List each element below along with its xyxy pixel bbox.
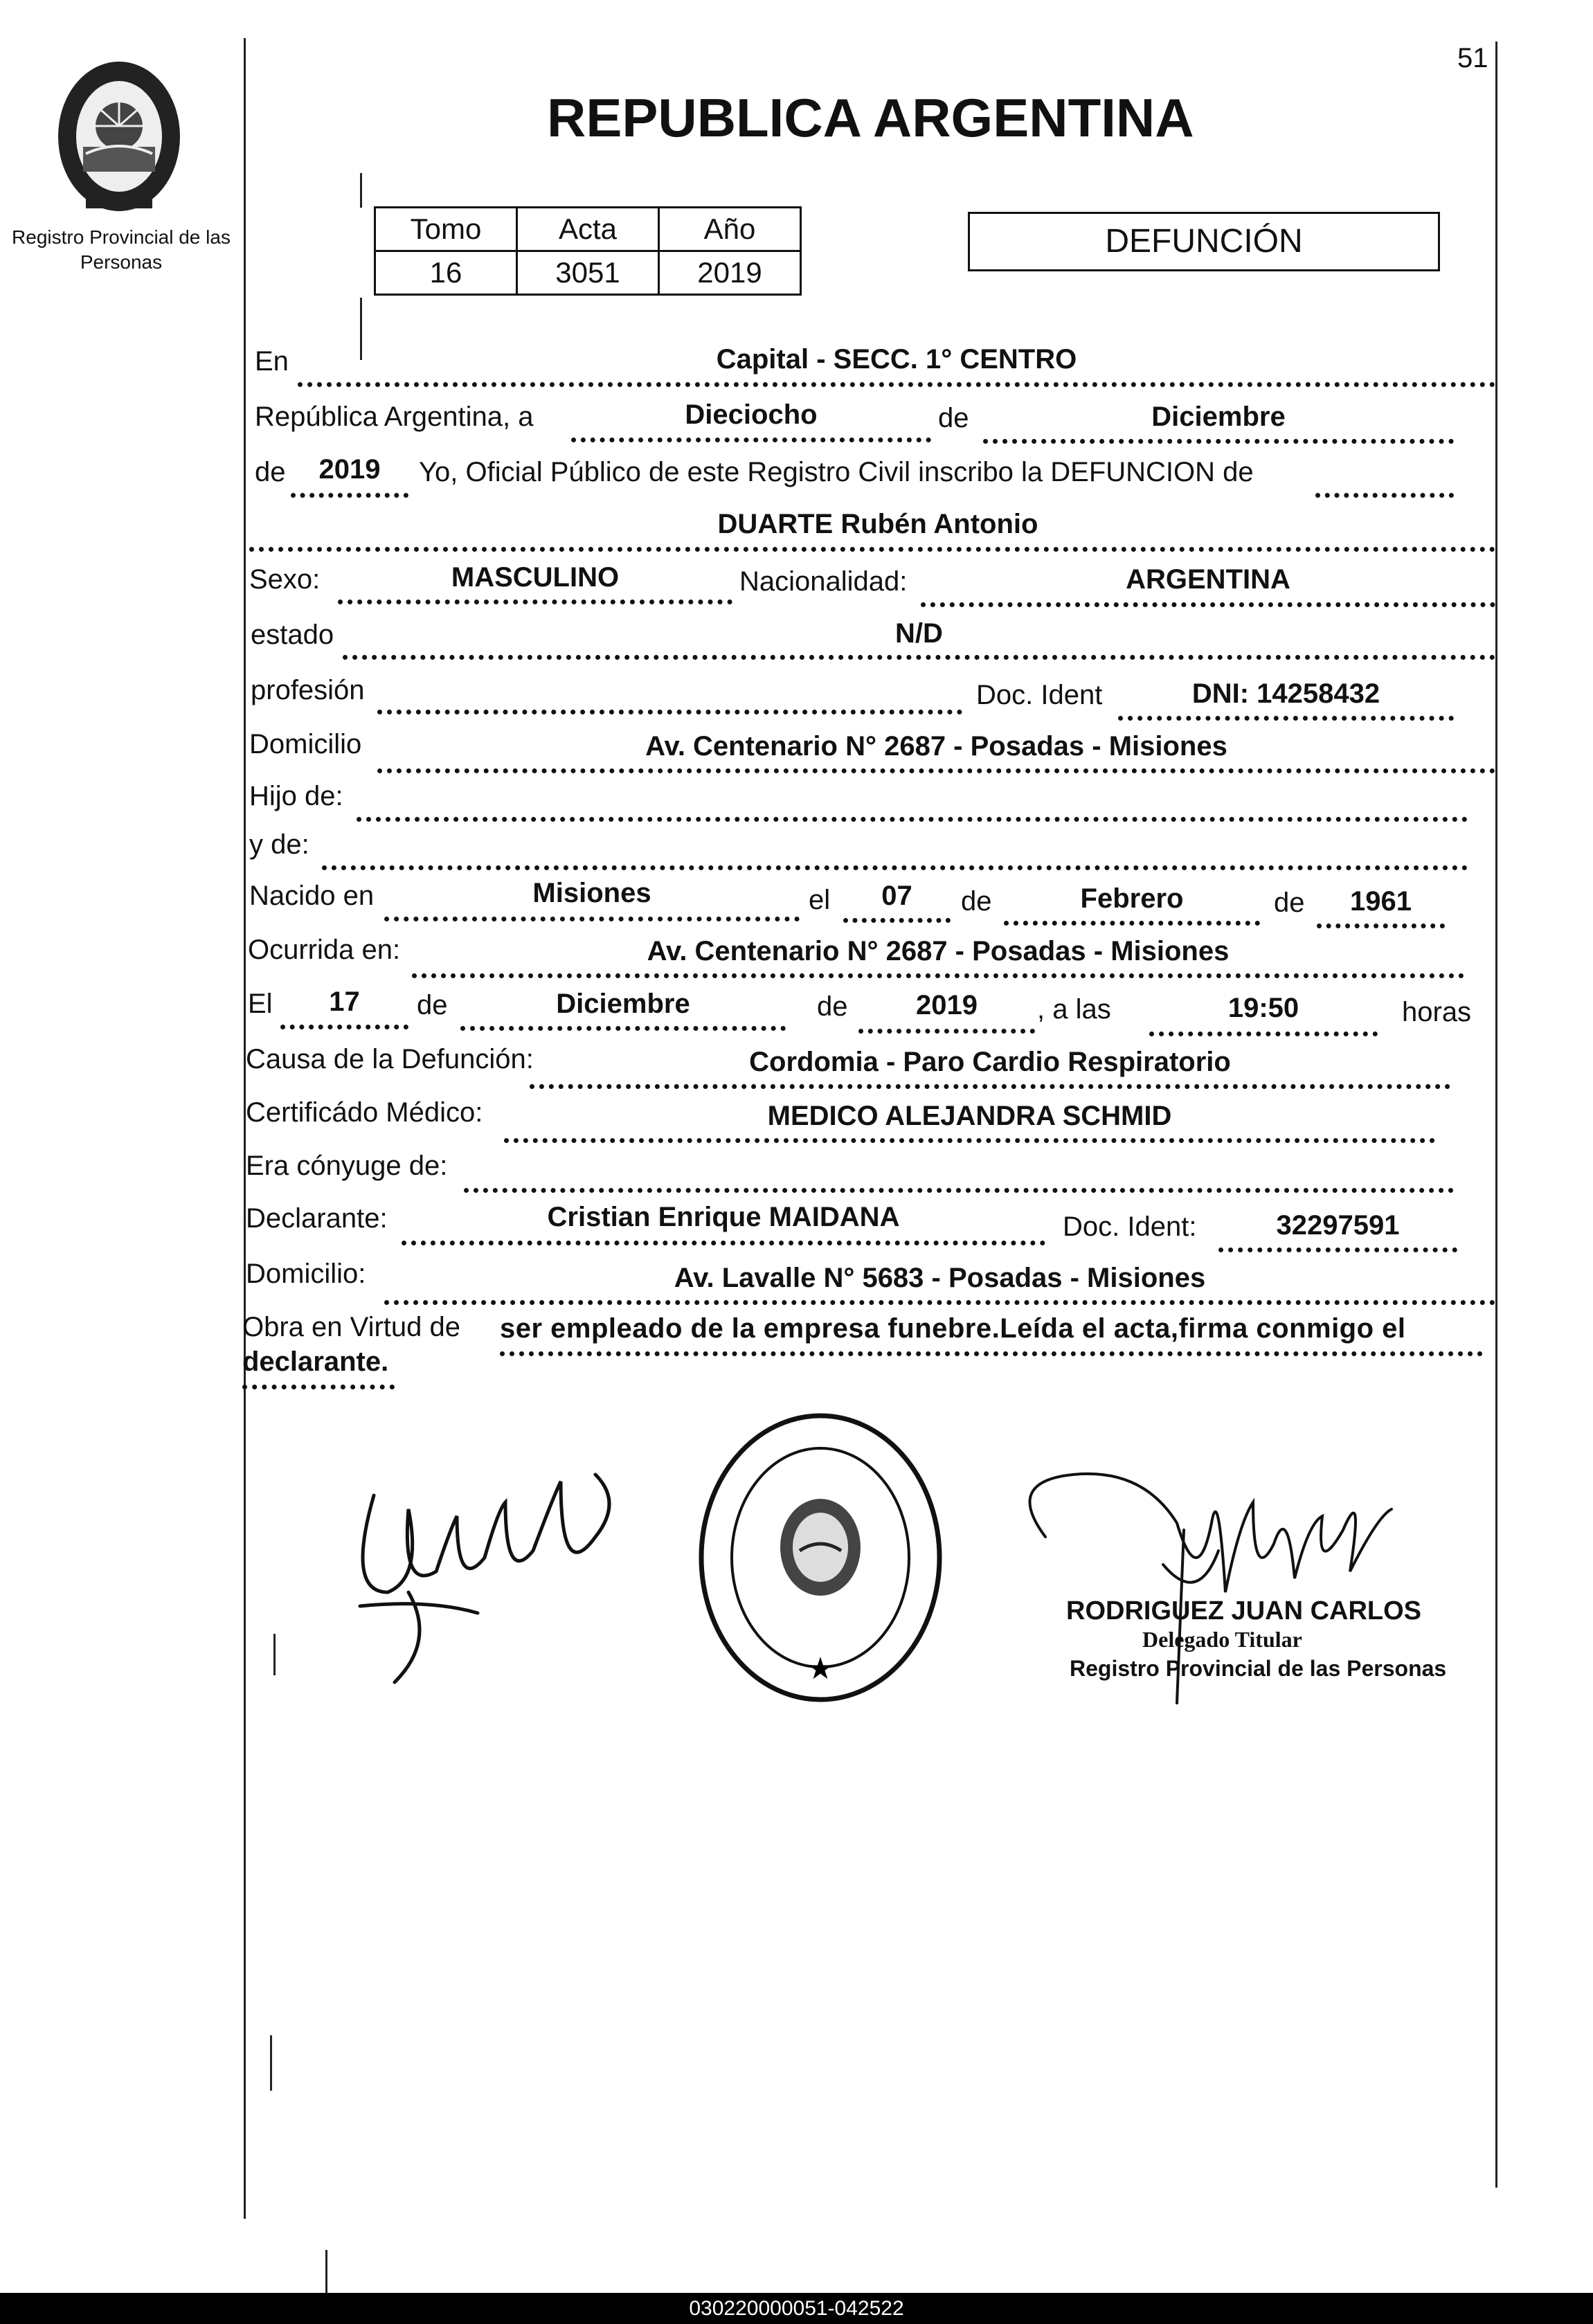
dotted-line (338, 600, 732, 604)
label-nacionalidad: Nacionalidad: (739, 566, 908, 597)
value-estado: N/D (895, 618, 943, 649)
label-estado: estado (251, 620, 334, 650)
dotted-line (858, 1029, 1035, 1034)
registry-name: Registro Provincial de las Personas (12, 226, 231, 273)
label-oficial: Yo, Oficial Público de este Registro Civil inscribo la DEFUNCION de (419, 457, 1254, 487)
country-title: REPUBLICA ARGENTINA (547, 87, 1194, 148)
book-value-anio: 2019 (659, 251, 801, 295)
value-def-hora: 19:50 (1227, 993, 1299, 1023)
dotted-line (384, 1300, 1495, 1305)
book-value-acta: 3051 (517, 251, 659, 295)
svg-text:★: ★ (807, 1651, 834, 1686)
label-hijo-de: Hijo de: (249, 781, 343, 811)
value-domicilio: Av. Centenario N° 2687 - Posadas - Misiones (645, 731, 1227, 762)
dotted-line (357, 817, 1468, 822)
dotted-line (1317, 924, 1445, 928)
label-sexo: Sexo: (249, 564, 321, 595)
page-number: 51 (1457, 43, 1488, 73)
value-nacionalidad: ARGENTINA (1126, 564, 1290, 595)
label-y-de: y de: (249, 829, 309, 860)
value-dia-inscripcion: Dieciocho (685, 399, 818, 430)
dotted-line (242, 1385, 395, 1389)
value-mes-inscripcion: Diciembre (1151, 402, 1286, 432)
dotted-line (1118, 716, 1454, 721)
label-de: de (961, 886, 992, 917)
dotted-line (1218, 1247, 1457, 1252)
value-obra-text-1: ser empleado de la empresa funebre.Leída el acta,firma conmigo el (500, 1313, 1406, 1344)
right-margin-line (1495, 42, 1497, 2188)
label-de: de (1274, 888, 1305, 918)
dotted-line (921, 602, 1495, 607)
dotted-line (384, 917, 800, 921)
provincia-misiones-logo-icon (50, 50, 188, 216)
value-documento: DNI: 14258432 (1191, 678, 1380, 709)
value-declarante-doc: 32297591 (1276, 1210, 1400, 1241)
dotted-line (571, 438, 931, 442)
dotted-line (412, 973, 1464, 978)
registry-seal-icon (689, 1405, 952, 1710)
label-domicilio2: Domicilio: (246, 1259, 366, 1289)
dotted-line (298, 382, 1495, 387)
book-header-anio: Año (659, 208, 801, 251)
dotted-line (377, 768, 1495, 773)
dotted-line (1149, 1032, 1378, 1036)
value-nac-dia: 07 (881, 881, 912, 911)
margin-mark (360, 173, 362, 208)
dotted-line (377, 710, 962, 714)
label-ocurrida-en: Ocurrida en: (248, 935, 401, 965)
book-header-tomo: Tomo (375, 208, 517, 251)
dotted-line (460, 1026, 786, 1031)
label-de: de (255, 457, 286, 487)
value-causa: Cordomia - Paro Cardio Respiratorio (749, 1047, 1231, 1077)
value-def-anio: 2019 (916, 990, 978, 1020)
value-def-dia: 17 (329, 987, 360, 1017)
value-certificado: MEDICO ALEJANDRA SCHMID (767, 1101, 1172, 1131)
label-domicilio: Domicilio (249, 729, 362, 759)
label-conyuge: Era cónyuge de: (246, 1151, 448, 1181)
label-en: En (255, 346, 289, 377)
official-title: Delegado Titular (1142, 1627, 1302, 1652)
official-name: RODRIGUEZ JUAN CARLOS (1066, 1596, 1422, 1625)
dotted-line (402, 1241, 1045, 1245)
value-declarante-domicilio: Av. Lavalle N° 5683 - Posadas - Misiones (674, 1263, 1206, 1293)
dotted-line (983, 439, 1454, 444)
dotted-line (504, 1138, 1435, 1143)
book-value-tomo: 16 (375, 251, 517, 295)
label-certificado: Certificádo Médico: (246, 1097, 483, 1128)
label-horas: horas (1402, 997, 1472, 1027)
dotted-line (464, 1188, 1454, 1193)
label-nacido-en: Nacido en (249, 881, 375, 911)
value-def-mes: Diciembre (556, 989, 690, 1019)
value-anio-inscripcion: 2019 (318, 454, 381, 485)
dotted-line (1004, 921, 1260, 926)
label-de: de (417, 990, 448, 1020)
declarante-signature-icon (332, 1454, 637, 1689)
value-obra-text-2: declarante. (242, 1346, 389, 1377)
dotted-line (530, 1084, 1450, 1089)
official-office: Registro Provincial de las Personas (1070, 1656, 1447, 1681)
record-type-box: DEFUNCIÓN (968, 212, 1440, 271)
label-republica: República Argentina, a (255, 402, 534, 432)
dotted-line (249, 547, 1495, 552)
dotted-line (343, 655, 1495, 660)
value-fallecido: DUARTE Rubén Antonio (717, 509, 1038, 539)
value-lugar: Capital - SECC. 1° CENTRO (716, 344, 1077, 375)
label-declarante: Declarante: (246, 1203, 388, 1234)
dotted-line (1315, 493, 1454, 498)
dotted-line (843, 918, 951, 923)
value-sexo: MASCULINO (451, 562, 620, 593)
label-el-cap: El (248, 989, 273, 1019)
label-de: de (817, 991, 848, 1022)
label-profesion: profesión (251, 675, 365, 705)
value-nac-anio: 1961 (1350, 886, 1412, 917)
footer-barcode-bar: 030220000051-042522 (0, 2293, 1593, 2324)
dotted-line (500, 1351, 1483, 1356)
dotted-line (291, 493, 408, 498)
margin-mark (273, 1634, 276, 1675)
value-ocurrida-en: Av. Centenario N° 2687 - Posadas - Misiones (647, 936, 1230, 966)
label-obra-en-virtud: Obra en Virtud de (242, 1312, 461, 1342)
label-doc-ident: Doc. Ident (976, 680, 1103, 710)
book-table (374, 206, 802, 296)
label-a-las: , a las (1037, 994, 1111, 1025)
label-el: el (809, 885, 831, 915)
value-nacido-en: Misiones (532, 878, 651, 908)
dotted-line (280, 1025, 408, 1029)
value-nac-mes: Febrero (1080, 883, 1184, 914)
label-doc-ident2: Doc. Ident: (1063, 1211, 1197, 1242)
value-declarante: Cristian Enrique MAIDANA (547, 1202, 900, 1232)
dotted-line (322, 865, 1468, 870)
left-margin-line (244, 38, 246, 2219)
label-causa: Causa de la Defunción: (246, 1044, 534, 1074)
margin-mark (270, 2035, 272, 2091)
book-header-acta: Acta (517, 208, 659, 251)
label-de: de (938, 403, 969, 433)
